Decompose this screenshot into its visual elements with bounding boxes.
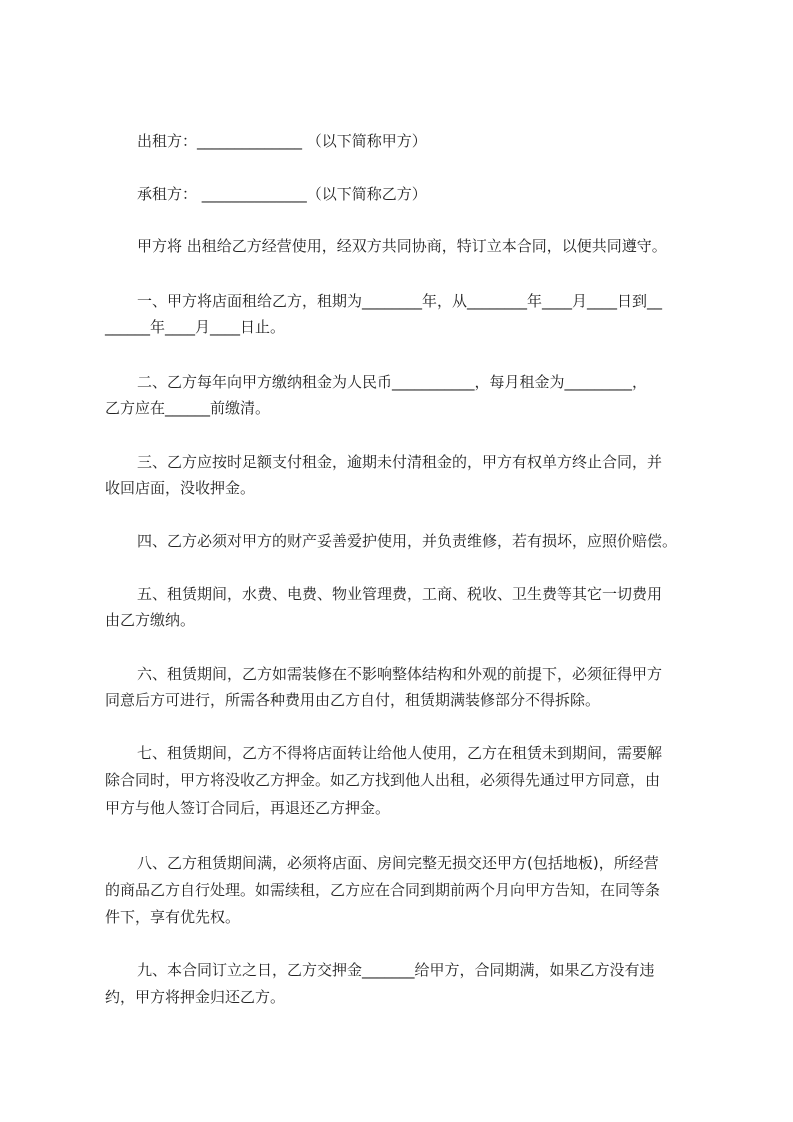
clause-8-line-2: 的商品乙方自行处理。如需续租，乙方应在合同到期前两个月向甲方告知，在同等条	[105, 881, 661, 899]
clause-7-line-3: 甲方与他人签订合同后，再退还乙方押金。	[105, 799, 391, 817]
clause-7-line-1: 七、租赁期间，乙方不得将店面转让给他人使用，乙方在租赁未到期间，需要解	[137, 744, 663, 762]
clause-3-line-1: 三、乙方应按时足额支付租金，逾期未付清租金的，甲方有权单方终止合同，并	[137, 453, 663, 471]
clause-5-line-1: 五、租赁期间，水费、电费、物业管理费，工商、税收、卫生费等其它一切费用	[137, 585, 663, 603]
clause-8-line-3: 件下，享有优先权。	[105, 908, 241, 926]
lessor-line: 出租方：______________ （以下简称甲方）	[137, 132, 427, 150]
lessee-line: 承租方： ______________（以下简称乙方）	[137, 185, 427, 203]
clause-6-line-1: 六、租赁期间，乙方如需装修在不影响整体结构和外观的前提下，必须征得甲方	[137, 665, 663, 683]
intro-paragraph: 甲方将 出租给乙方经营使用，经双方共同协商，特订立本合同，以便共同遵守。	[137, 237, 667, 255]
clause-3-line-2: 收回店面，没收押金。	[105, 479, 256, 497]
clause-1-line-1: 一、甲方将店面租给乙方，租期为________年，从________年____月____日到__	[137, 292, 663, 310]
clause-1-line-2: ______年____月____日止。	[105, 318, 286, 336]
clause-5-line-2: 由乙方缴纳。	[105, 611, 196, 629]
clause-8-line-1: 八、乙方租赁期间满，必须将店面、房间完整无损交还甲方(包括地板)，所经营	[137, 854, 659, 872]
clause-6-line-2: 同意后方可进行，所需各种费用由乙方自付，租赁期满装修部分不得拆除。	[105, 691, 601, 709]
clause-9-line-1: 九、本合同订立之日，乙方交押金_______给甲方，合同期满，如果乙方没有违	[137, 961, 655, 979]
clause-9-line-2: 约，甲方将押金归还乙方。	[105, 988, 286, 1006]
clause-7-line-2: 除合同时，甲方将没收乙方押金。如乙方找到他人出租，必须得先通过甲方同意，由	[105, 771, 661, 789]
clause-2-line-2: 乙方应在______前缴清。	[105, 399, 271, 417]
clause-4-line-1: 四、乙方必须对甲方的财产妥善爱护使用，并负责维修，若有损坏，应照价赔偿。	[137, 532, 678, 550]
clause-2-line-1: 二、乙方每年向甲方缴纳租金为人民币___________，每月租金为_________，	[137, 373, 648, 391]
